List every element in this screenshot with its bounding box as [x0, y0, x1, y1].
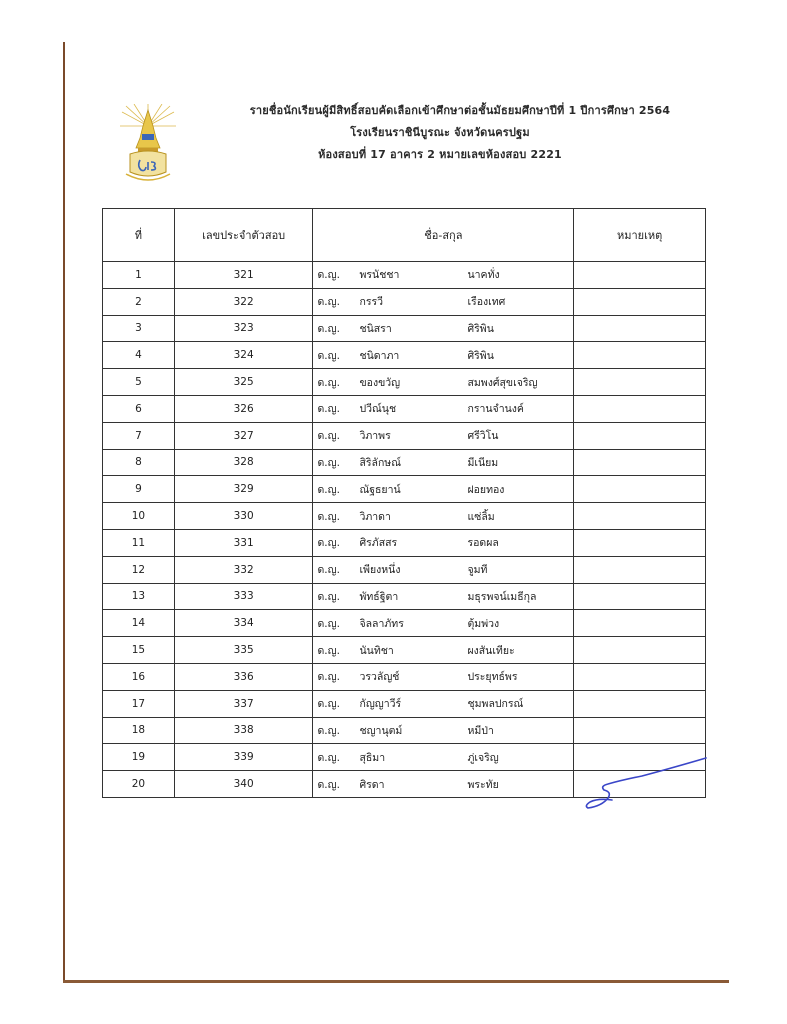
exam-id: 339 [174, 744, 313, 771]
name-prefix: ด.ญ. [317, 617, 340, 630]
row-number: 14 [103, 610, 175, 637]
exam-id: 330 [174, 503, 313, 530]
table-row [103, 717, 706, 744]
exam-id: 335 [174, 637, 313, 664]
name-prefix: ด.ญ. [317, 590, 340, 603]
exam-id: 337 [174, 690, 313, 717]
last-name: จูมที [467, 564, 488, 577]
first-name: ณัฐธยาน์ [359, 483, 401, 496]
row-number: 15 [103, 637, 175, 664]
student-name [313, 342, 574, 369]
last-name: พระทัย [467, 778, 499, 791]
table-row [103, 610, 706, 637]
student-name [313, 717, 574, 744]
last-name: สมพงศ์สุขเจริญ [467, 376, 538, 389]
exam-id: 325 [174, 369, 313, 396]
column-header-exam-id: เลขประจำตัวสอบ [174, 209, 313, 262]
table-row [103, 369, 706, 396]
student-name [313, 771, 574, 798]
table-row [103, 690, 706, 717]
student-name [313, 503, 574, 530]
last-name: ตุ้มพ่วง [467, 617, 500, 630]
column-header-name: ชื่อ-สกุล [313, 209, 574, 262]
name-prefix: ด.ญ. [317, 644, 340, 657]
first-name: วรวลัญช์ [359, 671, 400, 684]
student-name [313, 637, 574, 664]
row-number: 12 [103, 556, 175, 583]
exam-id: 327 [174, 422, 313, 449]
student-list-table [102, 208, 706, 798]
first-name: พรนัชชา [359, 269, 400, 282]
name-prefix: ด.ญ. [317, 751, 340, 764]
school-name: โรงเรียนราชินีบูรณะ จังหวัดนครปฐม [350, 126, 530, 139]
name-prefix: ด.ญ. [317, 403, 340, 416]
student-name [313, 610, 574, 637]
student-name [313, 262, 574, 289]
student-name [313, 583, 574, 610]
student-name [313, 556, 574, 583]
row-number: 1 [103, 262, 175, 289]
note-cell [574, 369, 706, 396]
student-name [313, 690, 574, 717]
note-cell [574, 262, 706, 289]
last-name: ศิริพิน [467, 322, 494, 335]
note-cell [574, 476, 706, 503]
name-prefix: ด.ญ. [317, 296, 340, 309]
last-name: หมีป่า [467, 724, 494, 737]
note-cell [574, 637, 706, 664]
last-name: ชุมพลปกรณ์ [467, 698, 524, 711]
note-cell [574, 610, 706, 637]
first-name: วิภาดา [359, 510, 391, 523]
first-name: วิภาพร [359, 430, 391, 443]
note-cell [574, 583, 706, 610]
exam-id: 329 [174, 476, 313, 503]
exam-id: 333 [174, 583, 313, 610]
name-prefix: ด.ญ. [317, 698, 340, 711]
row-number: 6 [103, 395, 175, 422]
first-name: ชนิสรา [359, 322, 392, 335]
page-edge-bottom [63, 980, 729, 983]
row-number: 9 [103, 476, 175, 503]
first-name: นันทิชา [359, 644, 394, 657]
table-row [103, 262, 706, 289]
table-header-row [103, 209, 706, 262]
table-row [103, 556, 706, 583]
column-header-no: ที่ [103, 209, 175, 262]
table-row [103, 422, 706, 449]
table-row [103, 503, 706, 530]
table-row [103, 315, 706, 342]
table-row [103, 583, 706, 610]
row-number: 2 [103, 288, 175, 315]
table-row [103, 449, 706, 476]
exam-room-info: ห้องสอบที่ 17 อาคาร 2 หมายเลขห้องสอบ 2221 [318, 148, 562, 161]
first-name: ของขวัญ [359, 376, 401, 389]
table-body [103, 262, 706, 798]
first-name: กัญญาวีร์ [359, 698, 402, 711]
name-prefix: ด.ญ. [317, 537, 340, 550]
last-name: แซ่ลิ้ม [467, 510, 495, 523]
table-row [103, 288, 706, 315]
last-name: ศิริพิน [467, 349, 494, 362]
exam-id: 340 [174, 771, 313, 798]
note-cell [574, 717, 706, 744]
column-header-note: หมายเหตุ [574, 209, 706, 262]
exam-id: 338 [174, 717, 313, 744]
exam-id: 334 [174, 610, 313, 637]
table-row [103, 342, 706, 369]
row-number: 19 [103, 744, 175, 771]
last-name: เรืองเทศ [467, 296, 506, 309]
first-name: สิริลักษณ์ [359, 456, 401, 469]
last-name: ประยุทธ์พร [467, 671, 518, 684]
student-name [313, 315, 574, 342]
row-number: 3 [103, 315, 175, 342]
row-number: 4 [103, 342, 175, 369]
name-prefix: ด.ญ. [317, 510, 340, 523]
first-name: จิลลาภัทร [359, 617, 404, 630]
student-name [313, 422, 574, 449]
student-name [313, 288, 574, 315]
student-name [313, 449, 574, 476]
student-name [313, 529, 574, 556]
name-prefix: ด.ญ. [317, 269, 340, 282]
first-name: เพียงหนึ่ง [359, 564, 401, 577]
last-name: รอดผล [467, 537, 499, 550]
exam-id: 324 [174, 342, 313, 369]
student-name [313, 476, 574, 503]
row-number: 13 [103, 583, 175, 610]
row-number: 11 [103, 529, 175, 556]
exam-id: 323 [174, 315, 313, 342]
table-row [103, 476, 706, 503]
first-name: พัทธ์ฐิตา [359, 590, 399, 603]
exam-id: 332 [174, 556, 313, 583]
first-name: สุธิมา [359, 751, 386, 764]
first-name: กรรวี [359, 296, 384, 309]
name-prefix: ด.ญ. [317, 564, 340, 577]
last-name: ภู่เจริญ [467, 751, 499, 764]
name-prefix: ด.ญ. [317, 322, 340, 335]
name-prefix: ด.ญ. [317, 671, 340, 684]
name-prefix: ด.ญ. [317, 778, 340, 791]
note-cell [574, 663, 706, 690]
page-edge-left [63, 42, 65, 982]
note-cell [574, 690, 706, 717]
student-name [313, 369, 574, 396]
name-prefix: ด.ญ. [317, 349, 340, 362]
document-title: รายชื่อนักเรียนผู้มีสิทธิ์สอบคัดเลือกเข้าศึกษาต่อชั้นมัธยมศึกษาปีที่ 1 ปีการศึกษา 2564 [249, 104, 671, 117]
last-name: ศรีวิโน [467, 430, 499, 443]
exam-id: 322 [174, 288, 313, 315]
name-prefix: ด.ญ. [317, 376, 340, 389]
row-number: 8 [103, 449, 175, 476]
student-name [313, 395, 574, 422]
exam-id: 331 [174, 529, 313, 556]
exam-id: 321 [174, 262, 313, 289]
school-emblem-icon [120, 104, 176, 186]
first-name: ศิรดา [359, 778, 385, 791]
table-row [103, 663, 706, 690]
student-name [313, 744, 574, 771]
note-cell [574, 503, 706, 530]
note-cell [574, 342, 706, 369]
table-row [103, 395, 706, 422]
last-name: มธุรพจน์เมธีกุล [467, 590, 537, 603]
table-row [103, 637, 706, 664]
note-cell [574, 395, 706, 422]
last-name: กรานจำนงค์ [467, 403, 524, 416]
student-name [313, 663, 574, 690]
row-number: 17 [103, 690, 175, 717]
row-number: 7 [103, 422, 175, 449]
last-name: มีเนียม [467, 456, 499, 469]
name-prefix: ด.ญ. [317, 483, 340, 496]
note-cell [574, 556, 706, 583]
note-cell [574, 288, 706, 315]
note-cell [574, 315, 706, 342]
last-name: นาคทั่ง [467, 269, 500, 282]
signature-mark [582, 756, 708, 812]
row-number: 20 [103, 771, 175, 798]
exam-id: 328 [174, 449, 313, 476]
note-cell [574, 449, 706, 476]
note-cell [574, 422, 706, 449]
exam-id: 326 [174, 395, 313, 422]
row-number: 10 [103, 503, 175, 530]
name-prefix: ด.ญ. [317, 456, 340, 469]
exam-id: 336 [174, 663, 313, 690]
note-cell [574, 529, 706, 556]
name-prefix: ด.ญ. [317, 724, 340, 737]
first-name: ชนิดาภา [359, 349, 400, 362]
first-name: ศิรภัสสร [359, 537, 398, 550]
last-name: ผงสันเทียะ [467, 644, 515, 657]
name-prefix: ด.ญ. [317, 430, 340, 443]
table-row [103, 529, 706, 556]
row-number: 18 [103, 717, 175, 744]
row-number: 5 [103, 369, 175, 396]
row-number: 16 [103, 663, 175, 690]
first-name: ชญานุตม์ [359, 724, 403, 737]
first-name: ปวีณ์นุช [359, 403, 397, 416]
document-header [200, 100, 680, 166]
last-name: ฝอยทอง [467, 483, 505, 496]
